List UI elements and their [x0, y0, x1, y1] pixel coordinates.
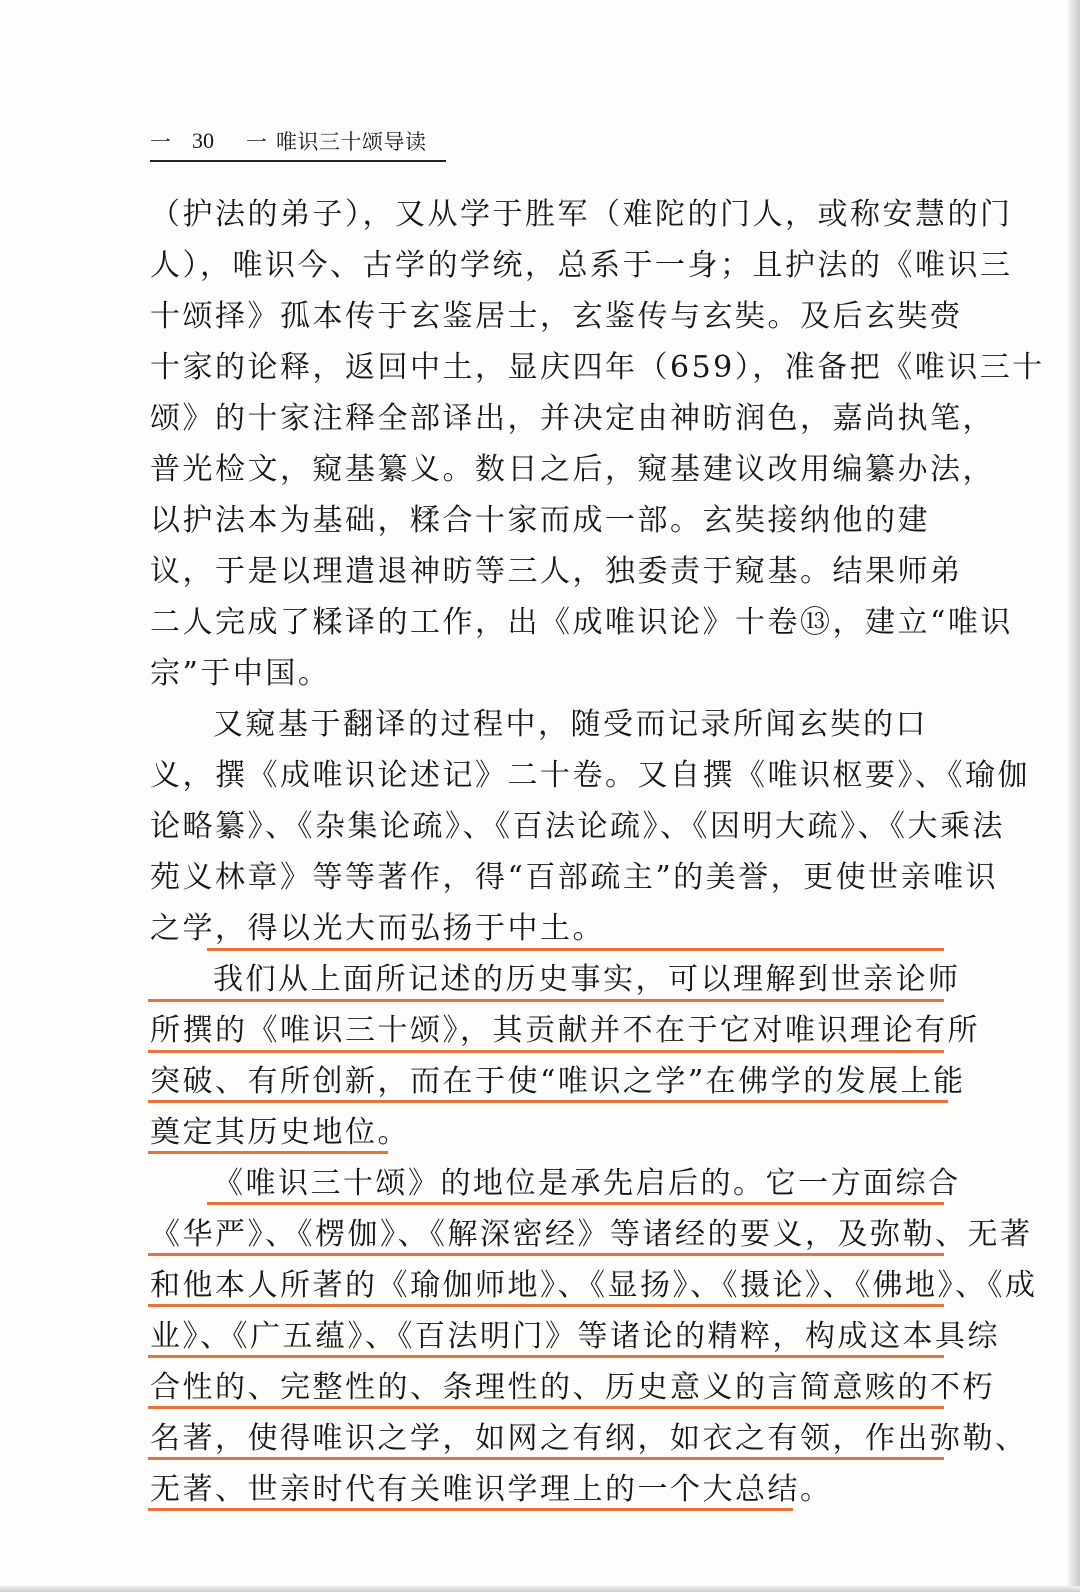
- highlight-underline: [148, 1355, 944, 1358]
- text-line: 义，撰《成唯识论述记》二十卷。又自撰《唯识枢要》、《瑜伽: [150, 758, 1030, 793]
- text-line: 人），唯识今、古学的学统，总系于一身；且护法的《唯识三: [150, 248, 1013, 283]
- highlight-underline: [207, 948, 944, 951]
- header-dash-right: 一: [246, 130, 267, 154]
- header-dash-left: 一: [150, 130, 171, 154]
- text-line-highlighted: 合性的、完整性的、条理性的、历史意义的言简意赅的不朽: [150, 1370, 995, 1405]
- highlight-underline: [207, 1202, 944, 1205]
- text-line: 议，于是以理遣退神昉等三人，独委责于窥基。结果师弟: [150, 554, 963, 589]
- page-edge-shadow-right: [1068, 0, 1080, 1592]
- highlight-underline: [148, 1050, 944, 1053]
- text-line: 苑义林章》等等著作，得“百部疏主”的美誉，更使世亲唯识: [150, 860, 999, 895]
- highlight-underline: [148, 1406, 944, 1409]
- text-line-highlighted: 突破、有所创新，而在于使“唯识之学”在佛学的发展上能: [150, 1064, 966, 1099]
- highlight-underline: [148, 1457, 944, 1460]
- text-line: 十颂择》孤本传于玄鉴居士，玄鉴传与玄奘。及后玄奘赍: [150, 299, 963, 334]
- highlight-underline: [148, 999, 944, 1002]
- text-line: 十家的论释，返回中土，显庆四年（659），准备把《唯识三十: [150, 350, 1045, 385]
- text-line: 论略纂》、《杂集论疏》、《百法论疏》、《因明大疏》、《大乘法: [150, 809, 1005, 844]
- text-line-highlighted: 名著，使得唯识之学，如网之有纲，如衣之有领，作出弥勒、: [150, 1421, 1028, 1456]
- text-line-highlighted: 奠定其历史地位。: [150, 1115, 410, 1150]
- running-header: [150, 123, 460, 159]
- text-line: （护法的弟子），又从学于胜军（难陀的门人，或称安慧的门: [150, 197, 1013, 232]
- text-line-highlighted: 所撰的《唯识三十颂》，其贡献并不在于它对唯识理论有所: [150, 1013, 980, 1048]
- text-line: 又窥基于翻译的过程中，随受而记录所闻玄奘的口: [213, 707, 928, 742]
- text-line-highlighted: 《华严》、《楞伽》、《解深密经》等诸经的要义，及弥勒、无著: [150, 1217, 1033, 1252]
- page-edge-shadow-bottom: [0, 1586, 1080, 1592]
- text-line-highlighted: 和他本人所著的《瑜伽师地》、《显扬》、《摄论》、《佛地》、《成: [150, 1268, 1038, 1303]
- book-title: 唯识三十颂导读: [276, 130, 427, 154]
- highlight-underline: [148, 1253, 944, 1256]
- text-line: 二人完成了糅译的工作，出《成唯识论》十卷⑬，建立“唯识: [150, 605, 1013, 640]
- text-line-highlighted: 业》、《广五蕴》、《百法明门》等诸论的精粹，构成这本具综: [150, 1319, 1000, 1354]
- highlight-underline: [148, 1304, 944, 1307]
- header-rule: [150, 160, 446, 162]
- highlight-underline: [148, 1508, 793, 1511]
- text-line-highlighted: 《唯识三十颂》的地位是承先启后的。它一方面综合: [213, 1166, 961, 1201]
- text-line: 以护法本为基础，糅合十家而成一部。玄奘接纳他的建: [150, 503, 930, 538]
- page-number: 30: [192, 128, 214, 153]
- text-line: 之学，得以光大而弘扬于中土。: [150, 911, 605, 946]
- highlight-underline: [148, 1151, 388, 1154]
- text-line-highlighted: 无著、世亲时代有关唯识学理上的一个大总结。: [150, 1472, 833, 1507]
- text-line: 颂》的十家注释全部译出，并决定由神昉润色，嘉尚执笔，: [150, 401, 995, 436]
- highlight-underline: [148, 1100, 948, 1103]
- text-line-highlighted: 我们从上面所记述的历史事实，可以理解到世亲论师: [213, 962, 961, 997]
- text-line: 宗”于中国。: [150, 656, 331, 691]
- text-line: 普光检文，窥基纂义。数日之后，窥基建议改用编纂办法，: [150, 452, 995, 487]
